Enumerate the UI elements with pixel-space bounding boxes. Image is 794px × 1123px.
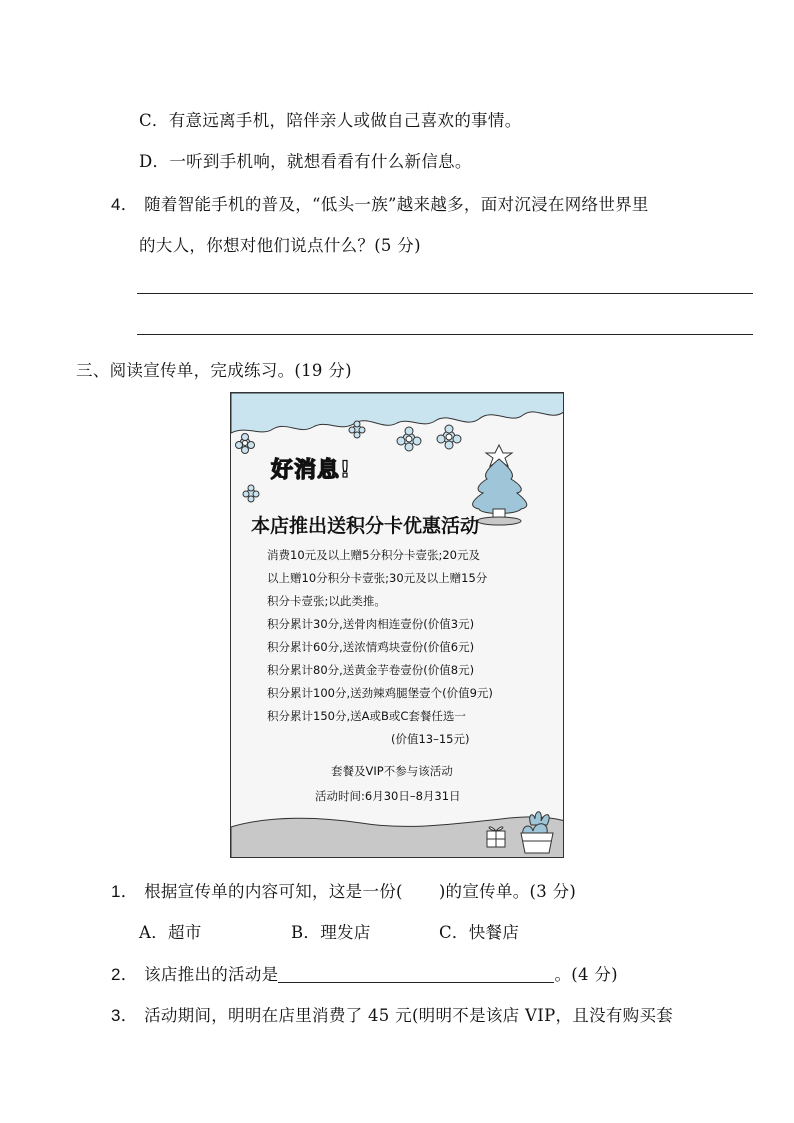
option-c-answer[interactable]: C．快餐店 <box>439 923 520 942</box>
question-1 <box>111 877 576 902</box>
section-3-heading: 三、阅读宣传单，完成练习。(19 分) <box>76 361 352 380</box>
question-4 <box>111 190 649 215</box>
question-2-text-after: 。(4 分) <box>554 965 618 984</box>
flyer-rule-line: 积分卡壹张;以此类推。 <box>267 594 386 608</box>
flyer-note: 套餐及VIP不参与该活动 <box>331 764 453 778</box>
flyer-reward-line: 积分累计30分,送骨肉相连壹份(价值3元) <box>267 617 475 631</box>
flower-icon <box>243 485 259 502</box>
promo-flyer <box>230 392 564 858</box>
option-d: D．一听到手机响，就想看看有什么新信息。 <box>139 152 472 171</box>
flyer-reward-line: 积分累计80分,送黄金芋卷壹份(价值8元) <box>267 663 475 677</box>
question-3-number: 3． <box>111 1006 139 1025</box>
flyer-reward-line: 积分累计100分,送劲辣鸡腿堡壹个(价值9元) <box>267 686 493 700</box>
flyer-title: 本店推出送积分卡优惠活动 <box>251 515 480 537</box>
question-4-line2: 的大人，你想对他们说点什么？(5 分) <box>139 236 421 255</box>
question-2-blank[interactable] <box>278 966 554 983</box>
flyer-rule-line: 消费10元及以上赠5分积分卡壹张;20元及 <box>267 548 480 562</box>
question-1-text-after: )的宣传单。(3 分) <box>438 882 577 901</box>
flyer-reward-line: 积分累计60分,送浓情鸡块壹份(价值6元) <box>267 640 475 654</box>
question-2-number: 2． <box>111 965 139 984</box>
flower-icon <box>437 425 461 449</box>
answer-line-1[interactable] <box>137 293 753 294</box>
question-2-text-before: 该店推出的活动是 <box>144 965 279 984</box>
question-3 <box>111 1001 673 1026</box>
question-4-line1: 随着智能手机的普及，“低头一族”越来越多，面对沉浸在网络世界里 <box>144 195 649 214</box>
question-2 <box>111 960 618 985</box>
question-4-number: 4． <box>111 195 139 214</box>
flyer-rule-line: 以上赠10分积分卡壹张;30元及以上赠15分 <box>267 571 488 585</box>
question-1-number: 1． <box>111 882 139 901</box>
sky-band <box>231 393 564 433</box>
flyer-time: 活动时间:6月30日–8月31日 <box>315 789 461 803</box>
flyer-headline: 好消息! <box>271 458 352 483</box>
flyer-reward-line: 积分累计150分,送A或B或C套餐任选一 <box>267 709 466 723</box>
option-a[interactable]: A．超市 <box>139 923 202 942</box>
ground <box>231 817 564 858</box>
flyer-reward-line: (价值13–15元) <box>391 732 470 746</box>
flower-icon <box>236 434 255 454</box>
question-3-text: 活动期间，明明在店里消费了 45 元(明明不是该店 VIP，且没有购买套 <box>144 1006 674 1025</box>
answer-line-2[interactable] <box>137 334 753 335</box>
option-b[interactable]: B．理发店 <box>291 923 371 942</box>
option-c: C．有意远离手机，陪伴亲人或做自己喜欢的事情。 <box>139 111 522 130</box>
flower-icon <box>397 427 421 451</box>
question-1-text-before: 根据宣传单的内容可知，这是一份( <box>144 882 403 901</box>
christmas-tree-icon <box>473 445 527 525</box>
question-1-options <box>139 919 519 943</box>
